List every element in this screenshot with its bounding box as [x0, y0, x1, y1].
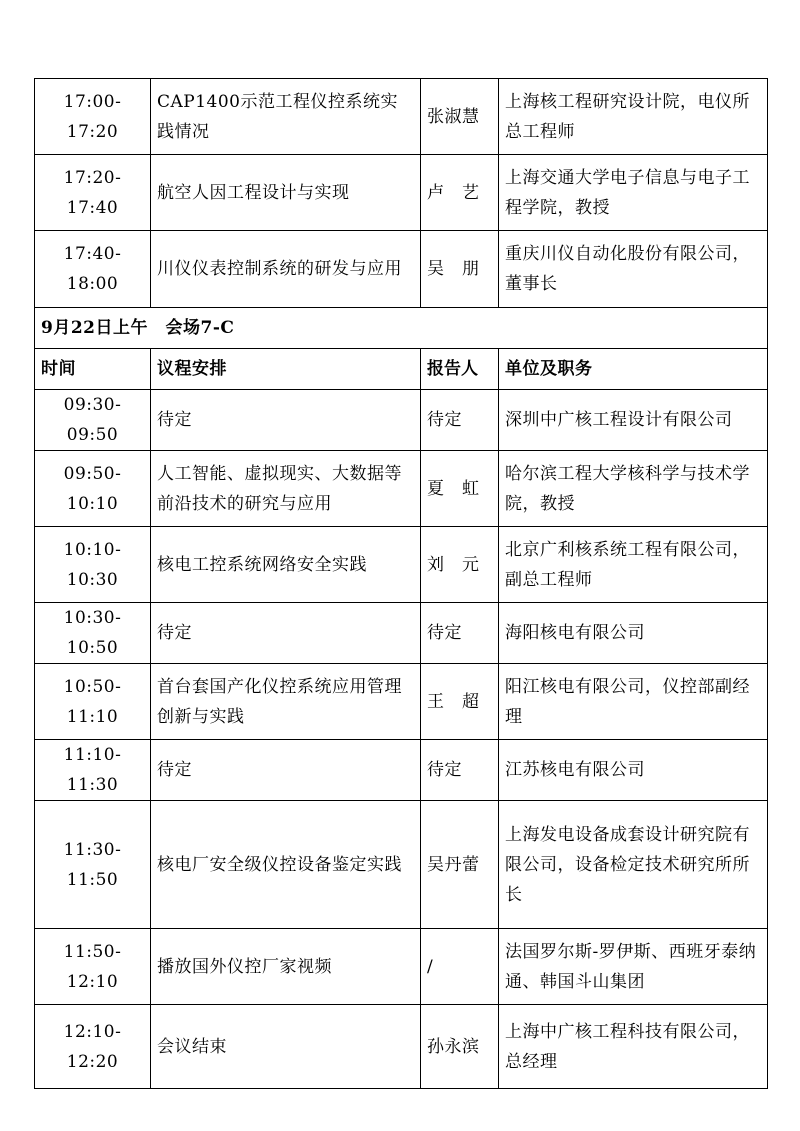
- org-cell: 上海中广核工程科技有限公司，总经理: [499, 1005, 768, 1089]
- speaker-cell: 吴 朋: [421, 231, 499, 308]
- table-row: [35, 740, 768, 801]
- header-topic: 议程安排: [151, 349, 421, 390]
- speaker-cell: 孙永滨: [421, 1005, 499, 1089]
- org-cell: 上海发电设备成套设计研究院有限公司，设备检定技术研究所所长: [499, 801, 768, 929]
- table-row: [35, 603, 768, 664]
- topic-cell: 川仪仪表控制系统的研发与应用: [151, 231, 421, 308]
- table-row: [35, 929, 768, 1005]
- agenda-table: [34, 78, 768, 1089]
- org-cell: 重庆川仪自动化股份有限公司，董事长: [499, 231, 768, 308]
- time-cell: 09:30-09:50: [35, 390, 151, 451]
- time-cell: 11:10-11:30: [35, 740, 151, 801]
- table-row: [35, 527, 768, 603]
- speaker-cell: /: [421, 929, 499, 1005]
- time-cell: 10:50-11:10: [35, 664, 151, 740]
- session-title: 9月22日上午 会场7-C: [35, 308, 768, 349]
- speaker-cell: 待定: [421, 603, 499, 664]
- speaker-cell: 夏 虹: [421, 451, 499, 527]
- speaker-cell: 张淑慧: [421, 79, 499, 155]
- table-header: [35, 349, 768, 390]
- time-cell: 10:10-10:30: [35, 527, 151, 603]
- table-row: [35, 664, 768, 740]
- org-cell: 法国罗尔斯-罗伊斯、西班牙泰纳通、韩国斗山集团: [499, 929, 768, 1005]
- time-cell: 12:10-12:20: [35, 1005, 151, 1089]
- time-cell: 17:00-17:20: [35, 79, 151, 155]
- topic-cell: 待定: [151, 390, 421, 451]
- header-org: 单位及职务: [499, 349, 768, 390]
- time-cell: 11:50-12:10: [35, 929, 151, 1005]
- table-row: [35, 1005, 768, 1089]
- speaker-cell: 待定: [421, 390, 499, 451]
- table-row: [35, 79, 768, 155]
- org-cell: 海阳核电有限公司: [499, 603, 768, 664]
- time-cell: 10:30-10:50: [35, 603, 151, 664]
- time-cell: 11:30-11:50: [35, 801, 151, 929]
- time-cell: 09:50-10:10: [35, 451, 151, 527]
- topic-cell: 人工智能、虚拟现实、大数据等前沿技术的研究与应用: [151, 451, 421, 527]
- org-cell: 深圳中广核工程设计有限公司: [499, 390, 768, 451]
- speaker-cell: 吴丹蕾: [421, 801, 499, 929]
- topic-cell: 首台套国产化仪控系统应用管理创新与实践: [151, 664, 421, 740]
- header-speaker: 报告人: [421, 349, 499, 390]
- table-row: [35, 231, 768, 308]
- speaker-cell: 卢 艺: [421, 155, 499, 231]
- topic-cell: 播放国外仪控厂家视频: [151, 929, 421, 1005]
- org-cell: 上海交通大学电子信息与电子工程学院，教授: [499, 155, 768, 231]
- header-time: 时间: [35, 349, 151, 390]
- speaker-cell: 王 超: [421, 664, 499, 740]
- topic-cell: 待定: [151, 603, 421, 664]
- org-cell: 江苏核电有限公司: [499, 740, 768, 801]
- table-row: [35, 801, 768, 929]
- table-row: [35, 155, 768, 231]
- topic-cell: CAP1400示范工程仪控系统实践情况: [151, 79, 421, 155]
- speaker-cell: 待定: [421, 740, 499, 801]
- org-cell: 哈尔滨工程大学核科学与技术学院，教授: [499, 451, 768, 527]
- topic-cell: 待定: [151, 740, 421, 801]
- org-cell: 阳江核电有限公司，仪控部副经理: [499, 664, 768, 740]
- table-row: [35, 390, 768, 451]
- topic-cell: 航空人因工程设计与实现: [151, 155, 421, 231]
- session-row: [35, 308, 768, 349]
- org-cell: 北京广利核系统工程有限公司，副总工程师: [499, 527, 768, 603]
- table-row: [35, 451, 768, 527]
- topic-cell: 核电厂安全级仪控设备鉴定实践: [151, 801, 421, 929]
- org-cell: 上海核工程研究设计院，电仪所总工程师: [499, 79, 768, 155]
- speaker-cell: 刘 元: [421, 527, 499, 603]
- time-cell: 17:40-18:00: [35, 231, 151, 308]
- topic-cell: 会议结束: [151, 1005, 421, 1089]
- topic-cell: 核电工控系统网络安全实践: [151, 527, 421, 603]
- time-cell: 17:20-17:40: [35, 155, 151, 231]
